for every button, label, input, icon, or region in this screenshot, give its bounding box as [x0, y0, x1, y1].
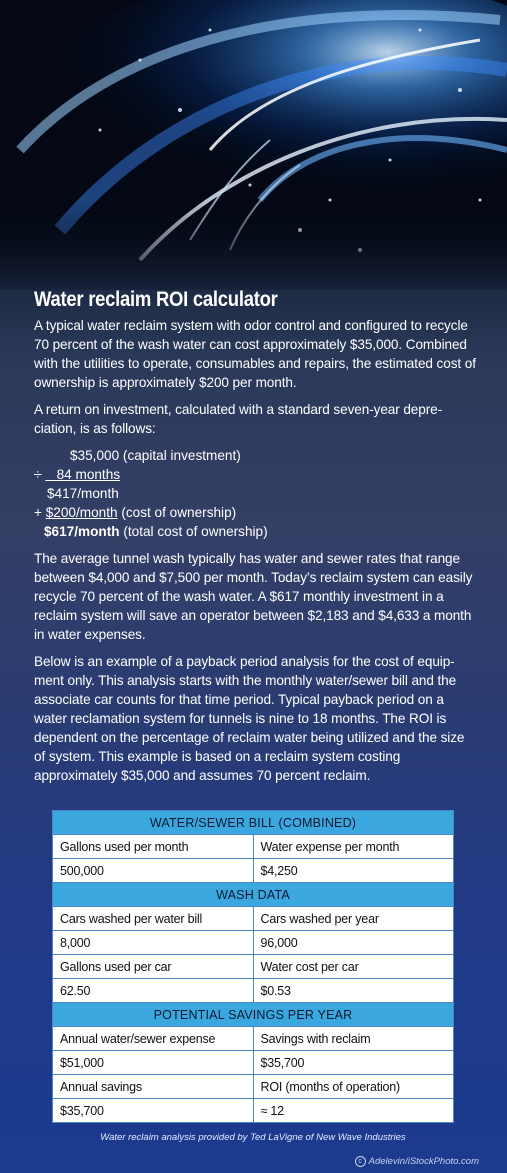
roi-intro-paragraph: A return on investment, calculated with a standard seven-year depre-ciation, is as follows:	[34, 402, 443, 436]
calc-line-ownership: + $200/month (cost of ownership)	[34, 505, 237, 520]
calc-line-divide: ÷ 84 months	[34, 467, 121, 482]
label-cars-per-bill: Cars washed per water bill	[53, 907, 254, 931]
section-header-savings: POTENTIAL SAVINGS PER YEAR	[53, 1003, 454, 1027]
value-gallons-per-car: 62.50	[53, 979, 254, 1003]
calc-line-monthly: $417/month	[47, 486, 119, 501]
water-rates-paragraph: The average tunnel wash typically has water and sewer rates that range between $4,000 and $7,500 per month. Today’s reclaim system can easily recycle 70 percent of the wash water. A $617 monthly investment in a reclaim system will save an operator between $2,183 and $4,633 a month in water expenses.	[34, 551, 473, 642]
photo-credit: c Adelevin/iStockPhoto.com	[355, 1156, 479, 1167]
section-header-water-sewer: WATER/SEWER BILL (COMBINED)	[53, 811, 454, 835]
article-title: Water reclaim ROI calculator	[34, 288, 278, 311]
roi-table	[52, 810, 454, 1123]
value-water-expense-per-month: $4,250	[253, 859, 454, 883]
label-gallons-per-car: Gallons used per car	[53, 955, 254, 979]
payback-paragraph: Below is an example of a payback period analysis for the cost of equip-ment only. This analysis starts with the monthly water/sewer bill and the associate car counts for that time period. Typical payback period on a water reclamation system for tunnels is nine to 18 months. The ROI is dependent on the percentage of reclaim water being utilized and the size of system. This example is based on a reclaim system costing approximately $35,000 and assumes 70 percent reclaim.	[34, 654, 465, 783]
value-annual-savings: $35,700	[53, 1099, 254, 1123]
label-gallons-per-month: Gallons used per month	[53, 835, 254, 859]
label-annual-savings: Annual savings	[53, 1075, 254, 1099]
label-annual-expense: Annual water/sewer expense	[53, 1027, 254, 1051]
value-savings-with-reclaim: $35,700	[253, 1051, 454, 1075]
hero-water-splash-image	[0, 0, 507, 290]
value-gallons-per-month: 500,000	[53, 859, 254, 883]
label-savings-with-reclaim: Savings with reclaim	[253, 1027, 454, 1051]
label-cars-per-year: Cars washed per year	[253, 907, 454, 931]
value-water-cost-per-car: $0.53	[253, 979, 454, 1003]
calc-line-capital: $35,000 (capital investment)	[70, 448, 241, 463]
value-cars-per-bill: 8,000	[53, 931, 254, 955]
intro-paragraph: A typical water reclaim system with odor control and configured to recycle 70 percent of the wash water can cost approximately $35,000. Combined with the utilities to operate, consumables and repairs, the estimated cost of ownership is approximately $200 per month.	[34, 318, 476, 390]
label-water-cost-per-car: Water cost per car	[253, 955, 454, 979]
roi-calculation	[34, 446, 479, 541]
table-caption: Water reclaim analysis provided by Ted LaVigne of New Wave Industries	[100, 1132, 406, 1143]
value-roi-months: ≈ 12	[253, 1099, 454, 1123]
value-cars-per-year: 96,000	[253, 931, 454, 955]
copyright-icon: c	[355, 1156, 366, 1167]
calc-line-total: $617/month (total cost of ownership)	[44, 524, 268, 539]
label-roi-months: ROI (months of operation)	[253, 1075, 454, 1099]
label-water-expense-per-month: Water expense per month	[253, 835, 454, 859]
article-body	[34, 288, 479, 793]
section-header-wash-data: WASH DATA	[53, 883, 454, 907]
value-annual-expense: $51,000	[53, 1051, 254, 1075]
